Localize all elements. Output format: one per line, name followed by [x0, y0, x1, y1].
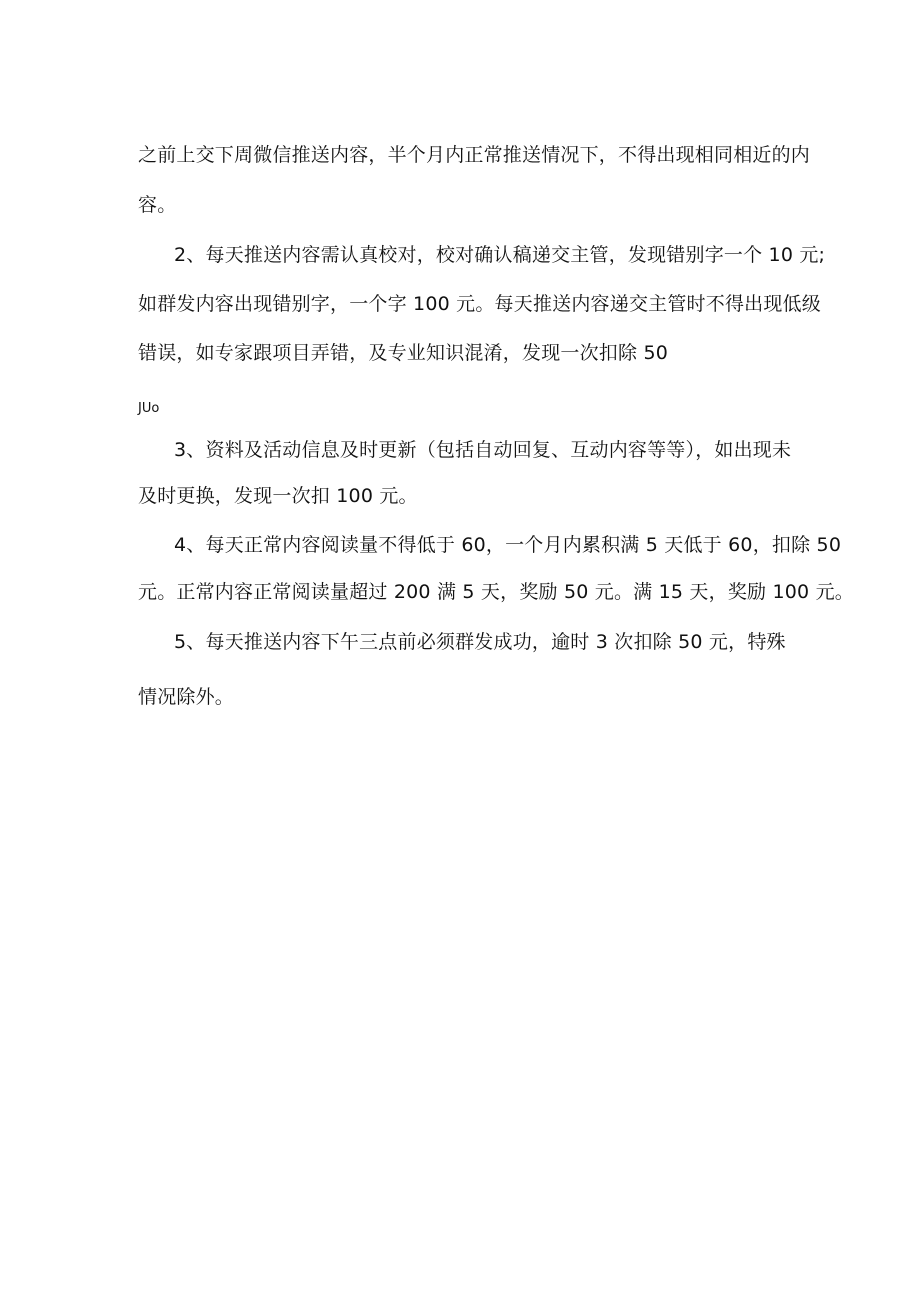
- paragraph-4-line-2: 元。正常内容正常阅读量超过 200 满 5 天，奖励 50 元。满 15 天，奖励 100 元。: [138, 581, 854, 603]
- paragraph-5-line-1: 5、每天推送内容下午三点前必须群发成功，逾时 3 次扣除 50 元，特殊: [174, 631, 786, 653]
- paragraph-1-line-2: 容。: [138, 194, 177, 216]
- paragraph-1-line-1: 之前上交下周微信推送内容，半个月内正常推送情况下，不得出现相同相近的内: [138, 144, 811, 166]
- paragraph-2-line-1: 2、每天推送内容需认真校对，校对确认稿递交主管，发现错别字一个 10 元;: [174, 244, 826, 266]
- paragraph-3-line-2: 及时更换，发现一次扣 100 元。: [138, 485, 418, 507]
- paragraph-2-fragment: JUo: [138, 401, 160, 416]
- paragraph-2-line-2: 如群发内容出现错别字，一个字 100 元。每天推送内容递交主管时不得出现低级: [138, 293, 821, 315]
- paragraph-4-line-1: 4、每天正常内容阅读量不得低于 60，一个月内累积满 5 天低于 60，扣除 50: [174, 534, 842, 556]
- paragraph-3-line-1: 3、资料及活动信息及时更新（包括自动回复、互动内容等等），如出现未: [174, 439, 792, 461]
- paragraph-5-line-2: 情况除外。: [138, 686, 235, 708]
- paragraph-2-line-3: 错误，如专家跟项目弄错，及专业知识混淆，发现一次扣除 50: [138, 342, 669, 364]
